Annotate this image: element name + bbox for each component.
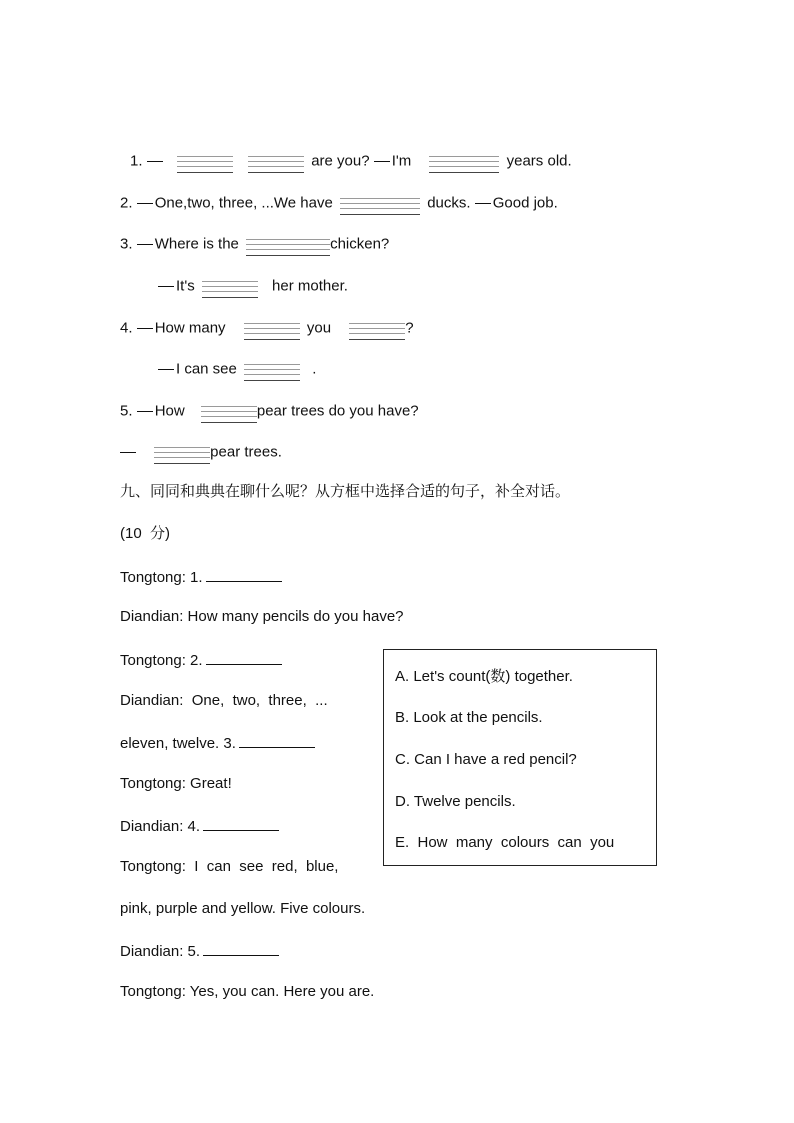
dialogue-line-1: [120, 566, 282, 588]
question-4: [120, 317, 414, 340]
question-text: I can see: [176, 360, 237, 378]
dialogue-line-8: [120, 940, 279, 962]
dialogue-line-4b: [120, 732, 315, 754]
question-text: pear trees do you have?: [256, 402, 419, 420]
dialogue-line-3: [120, 649, 282, 671]
question-text: her mother.: [272, 277, 348, 295]
question-text: .: [312, 360, 317, 378]
dash-mark: [120, 452, 136, 453]
dialogue-text: Diandian: 4.: [120, 818, 201, 835]
question-3: [120, 233, 389, 256]
question-text: pear trees.: [210, 443, 282, 461]
dialogue-line-7b: pink, purple and yellow. Five colours.: [120, 900, 366, 917]
question-text: It's: [176, 277, 195, 295]
answer-underline[interactable]: [203, 940, 279, 956]
dash-mark: [137, 328, 153, 329]
question-text: Good job.: [492, 194, 558, 212]
answer-blank[interactable]: [244, 317, 300, 340]
question-text: you: [306, 319, 332, 337]
options-box: [383, 649, 657, 866]
question-4-reply: [158, 358, 316, 381]
answer-blank[interactable]: [246, 233, 330, 256]
question-text: How: [154, 402, 185, 420]
dash-mark: [374, 161, 390, 162]
dialogue-line-6: [120, 815, 279, 837]
question-5: [120, 400, 419, 423]
dash-mark: [147, 161, 163, 162]
answer-blank[interactable]: [340, 192, 420, 215]
question-text: years old.: [506, 152, 572, 170]
dash-mark: [137, 244, 153, 245]
answer-underline[interactable]: [203, 815, 279, 831]
answer-blank[interactable]: [244, 358, 300, 381]
question-text: are you?: [311, 152, 370, 170]
question-number: 5.: [120, 402, 133, 420]
section-title: 九、同同和典典在聊什么呢？从方框中选择合适的句子，补全对话。: [120, 483, 571, 500]
dialogue-line-7a: Tongtong: I can see red, blue,: [120, 858, 339, 875]
question-text: ?: [405, 319, 414, 337]
dash-mark: [137, 203, 153, 204]
option-e: E. How many colours can you: [395, 834, 615, 851]
dash-mark: [158, 286, 174, 287]
option-c: C. Can I have a red pencil?: [395, 751, 577, 768]
answer-underline[interactable]: [206, 566, 282, 582]
dash-mark: [475, 203, 491, 204]
dialogue-line-9: Tongtong: Yes, you can. Here you are.: [120, 983, 375, 1000]
answer-blank[interactable]: [429, 150, 499, 173]
answer-blank[interactable]: [202, 275, 258, 298]
question-number: 4.: [120, 319, 133, 337]
question-text: Where is the: [154, 235, 239, 253]
dialogue-text: Tongtong: 2.: [120, 652, 203, 669]
option-a: A. Let's count(数) together.: [395, 668, 573, 685]
answer-underline[interactable]: [206, 649, 282, 665]
question-text: I'm: [391, 152, 412, 170]
question-text: How many: [154, 319, 226, 337]
dialogue-text: Diandian: 5.: [120, 943, 201, 960]
answer-blank[interactable]: [349, 317, 405, 340]
dialogue-text: eleven, twelve. 3.: [120, 735, 236, 752]
option-b: B. Look at the pencils.: [395, 709, 543, 726]
question-2: [120, 192, 558, 215]
dash-mark: [137, 411, 153, 412]
answer-blank[interactable]: [201, 400, 257, 423]
question-number: 2.: [120, 194, 133, 212]
answer-blank[interactable]: [248, 150, 304, 173]
dialogue-line-2: Diandian: How many pencils do you have?: [120, 608, 404, 625]
answer-underline[interactable]: [239, 732, 315, 748]
dialogue-text: Tongtong: 1.: [120, 569, 203, 586]
question-number: 1.: [130, 152, 143, 170]
option-d: D. Twelve pencils.: [395, 793, 516, 810]
question-text: ducks.: [427, 194, 471, 212]
dialogue-line-4a: Diandian: One, two, three, ...: [120, 692, 328, 709]
question-5-reply: [120, 441, 282, 464]
question-number: 3.: [120, 235, 133, 253]
section-score: (10 分): [120, 525, 171, 542]
answer-blank[interactable]: [154, 441, 210, 464]
question-text: chicken?: [330, 235, 390, 253]
dialogue-line-5: Tongtong: Great!: [120, 775, 232, 792]
question-1: [130, 150, 572, 173]
answer-blank[interactable]: [177, 150, 233, 173]
dash-mark: [158, 369, 174, 370]
question-text: One,two, three, ...We have: [154, 194, 333, 212]
question-3-reply: [158, 275, 348, 298]
